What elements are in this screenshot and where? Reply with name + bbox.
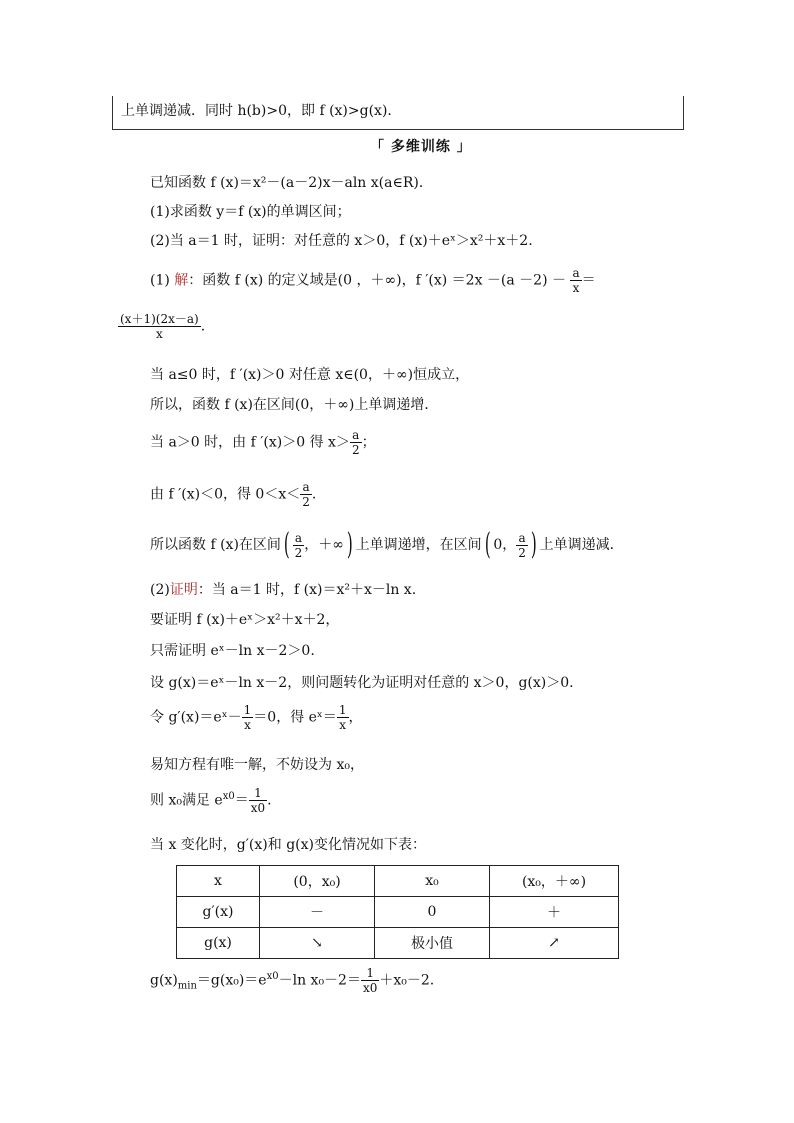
case-a-nonpositive: 当 a≤0 时，f ′(x)＞0 对任意 x∈(0，＋∞)恒成立， bbox=[150, 367, 470, 383]
proof-step-6: 则 x₀满足 $e^{x0}=$ $\frac{1}{x0}$ . bbox=[150, 786, 272, 815]
minimum-value-line: $g(x)_{min}=g(x_0)=e^{x0}-\ln$ x₀－2＝ $\frac{1}{x0}$ ＋x₀－2. bbox=[150, 966, 435, 995]
table-intro: 当 x 变化时，g′(x)和 g(x)变化情况如下表： bbox=[150, 837, 426, 853]
part1-prefix: (1) bbox=[150, 272, 170, 289]
derivative-negative-case: 由 f ′(x)＜0，得 0＜x＜ $\frac{a}{2}$ . bbox=[150, 480, 317, 509]
case-a-positive: 当 a＞0 时，由 f ′(x)＞0 得 x＞ $\frac{a}{2}$ ； bbox=[150, 428, 376, 457]
monotonic-intervals-conclusion: 所以函数 f (x)在区间( $\frac{a}{2}$ ，＋∞) 上单调递增，在区间( 0， $\frac{a}{2}$ ) 上单调递减． bbox=[150, 527, 624, 562]
proof-label: 证明 bbox=[169, 582, 198, 598]
solution-label: 解 bbox=[174, 272, 189, 289]
derivative-fraction: $\frac{(x+1)(2x-a)}{x}$ . bbox=[120, 312, 206, 341]
question-1: (1)求函数 y＝f (x)的单调区间； bbox=[150, 204, 351, 220]
table-row: x (0，x₀) x₀ (x₀，＋∞) bbox=[177, 866, 619, 897]
proof-step-3: 设 g(x)＝eˣ－ln x－2，则问题转化为证明对任意的 x＞0，g(x)＞0. bbox=[150, 675, 574, 691]
proof-step-4: 令 g′(x)＝eˣ－ $\frac{1}{x}$ ＝0，得 eˣ＝ $\frac{1}{x}$ ， bbox=[150, 703, 363, 732]
table-row: g′(x) － 0 ＋ bbox=[177, 897, 619, 928]
proof-step-5: 易知方程有唯一解，不妨设为 x₀， bbox=[150, 757, 364, 773]
variation-table bbox=[176, 865, 619, 959]
table-row: g(x) ↘ 极小值 ↗ bbox=[177, 928, 619, 959]
decreasing-arrow-icon: ↘ bbox=[260, 928, 375, 959]
proof-step-2: 只需证明 eˣ－ln x－2＞0. bbox=[150, 643, 315, 659]
proof-part2-line: (2)证明：当 a＝1 时，f (x)＝x²＋x－ln x. bbox=[150, 582, 417, 598]
previous-answer-box bbox=[112, 96, 684, 130]
question-2: (2)当 a＝1 时，证明：对任意的 x＞0，f (x)＋eˣ＞x²＋x＋2. bbox=[150, 233, 533, 249]
box-text: 上单调递减．同时 h(b)>0，即 f (x)>g(x)． bbox=[121, 103, 402, 119]
equals-sign: ＝ bbox=[581, 272, 596, 289]
fraction-a-over-x: $\frac{a}{x}$ bbox=[572, 266, 580, 295]
problem-stem: 已知函数 f (x)＝x²－(a－2)x－aln x(a∈R)． bbox=[150, 175, 433, 191]
part1-text: ：函数 f (x) 的定义域是(0 ，＋∞)，f ′(x) ＝2x －(a －2) － bbox=[188, 272, 567, 289]
section-title: 「 多维训练 」 bbox=[370, 139, 472, 155]
increasing-arrow-icon: ↗ bbox=[490, 928, 619, 959]
increasing-conclusion: 所以，函数 f (x)在区间(0，＋∞)上单调递增． bbox=[150, 397, 439, 413]
solution-part1-line bbox=[150, 266, 596, 295]
proof-step-1: 要证明 f (x)＋eˣ＞x²＋x＋2， bbox=[150, 612, 340, 628]
